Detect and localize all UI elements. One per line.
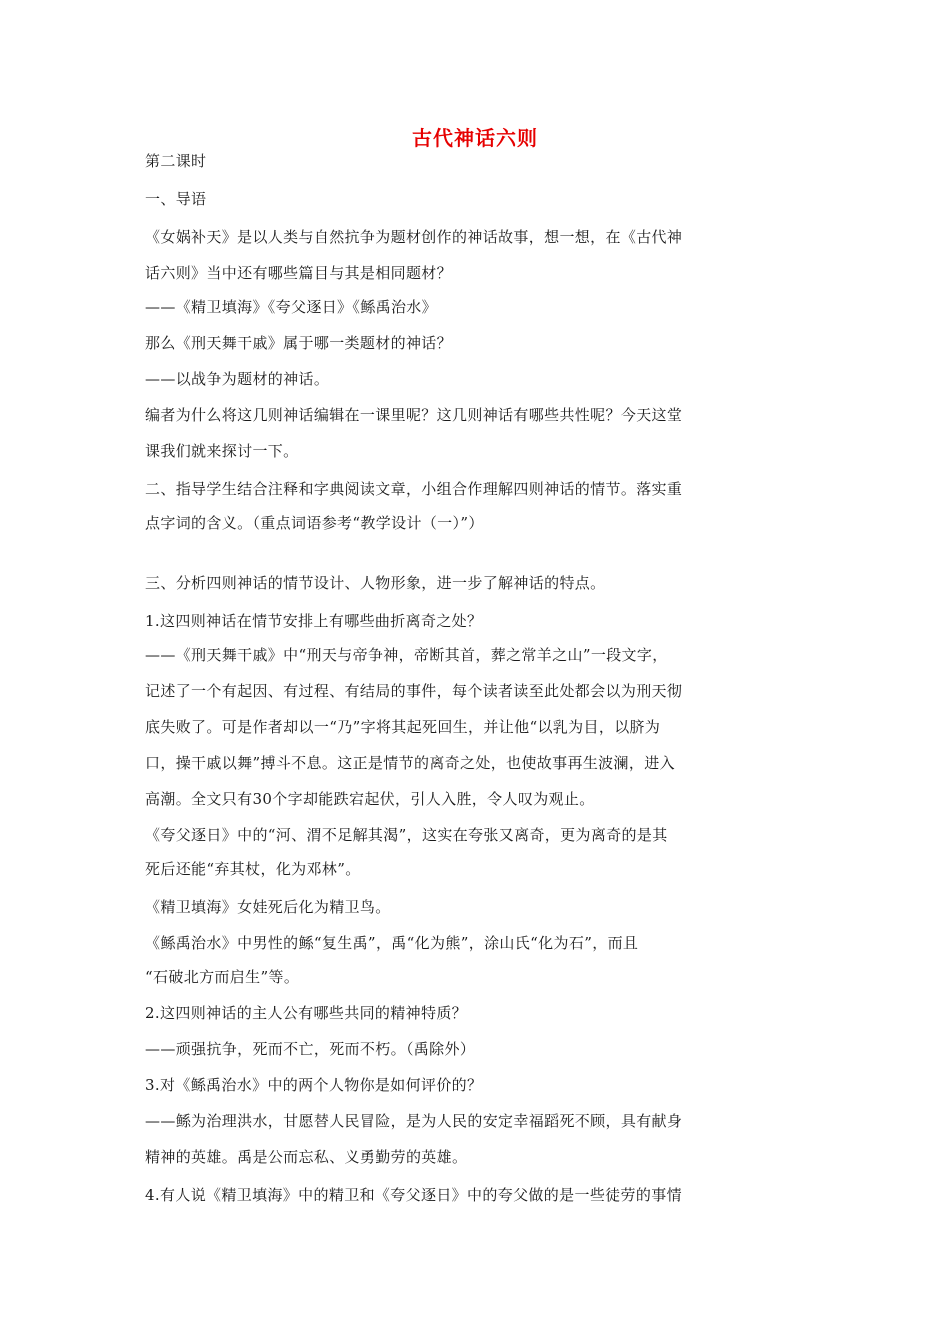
question-line: 2.这四则神话的主人公有哪些共同的精神特质？ (145, 1004, 468, 1022)
answer-line: 高潮。全文只有30个字却能跌宕起伏，引人入胜，令人叹为观止。 (145, 790, 595, 808)
answer-line: 记述了一个有起因、有过程、有结局的事件，每个读者读至此处都会以为刑天彻 (145, 682, 683, 700)
paragraph-line: 话六则》当中还有哪些篇目与其是相同题材？ (145, 264, 453, 282)
question-line: 那么《刑天舞干戚》属于哪一类题材的神话？ (145, 334, 453, 352)
section-heading: 二、指导学生结合注释和字典阅读文章，小组合作理解四则神话的情节。落实重 (145, 480, 683, 498)
paragraph-line: 死后还能“弃其杖，化为邓林”。 (145, 860, 361, 878)
paragraph-line: 课我们就来探讨一下。 (145, 442, 299, 460)
answer-line: ——《刑天舞干戚》中“刑天与帝争神，帝断其首，葬之常羊之山”一段文字， (145, 646, 668, 664)
answer-line: 口，操干戚以舞”搏斗不息。这正是情节的离奇之处，也使故事再生波澜，进入 (145, 754, 675, 772)
answer-line: ——以战争为题材的神话。 (145, 370, 330, 388)
section-heading: 三、分析四则神话的情节设计、人物形象，进一步了解神话的特点。 (145, 574, 606, 592)
lesson-period: 第二课时 (145, 152, 207, 170)
answer-line: ——《精卫填海》《夸父逐日》《鲧禹治水》 (145, 298, 438, 316)
answer-line: 底失败了。可是作者却以一“乃”字将其起死回生，并让他“以乳为目，以脐为 (145, 718, 661, 736)
question-line: 4.有人说《精卫填海》中的精卫和《夸父逐日》中的夸父做的是一些徒劳的事情 (145, 1186, 682, 1204)
question-line: 1.这四则神话在情节安排上有哪些曲折离奇之处？ (145, 612, 483, 630)
paragraph-line: 《女娲补天》是以人类与自然抗争为题材创作的神话故事，想一想，在《古代神 (145, 228, 683, 246)
question-line: 3.对《鲧禹治水》中的两个人物你是如何评价的？ (145, 1076, 483, 1094)
answer-line: ——顽强抗争，死而不亡，死而不朽。（禹除外） (145, 1040, 476, 1058)
answer-line: ——鲧为治理洪水，甘愿替人民冒险，是为人民的安定幸福蹈死不顾，具有献身 (145, 1112, 683, 1130)
paragraph-line: 《鲧禹治水》中男性的鲧“复生禹”，禹“化为熊”，涂山氏“化为石”，而且 (145, 934, 639, 952)
section-heading: 点字词的含义。（重点词语参考“教学设计（一）”） (145, 514, 484, 532)
paragraph-line: 编者为什么将这几则神话编辑在一课里呢？这几则神话有哪些共性呢？今天这堂 (145, 406, 683, 424)
section-heading: 一、导语 (145, 190, 207, 208)
paragraph-line: “石破北方而启生”等。 (145, 968, 300, 986)
document-title: 古代神话六则 (412, 126, 538, 150)
answer-line: 精神的英雄。禹是公而忘私、义勇勤劳的英雄。 (145, 1148, 468, 1166)
paragraph-line: 《精卫填海》女娃死后化为精卫鸟。 (145, 898, 391, 916)
paragraph-line: 《夸父逐日》中的“河、渭不足解其渴”，这实在夸张又离奇，更为离奇的是其 (145, 826, 668, 844)
